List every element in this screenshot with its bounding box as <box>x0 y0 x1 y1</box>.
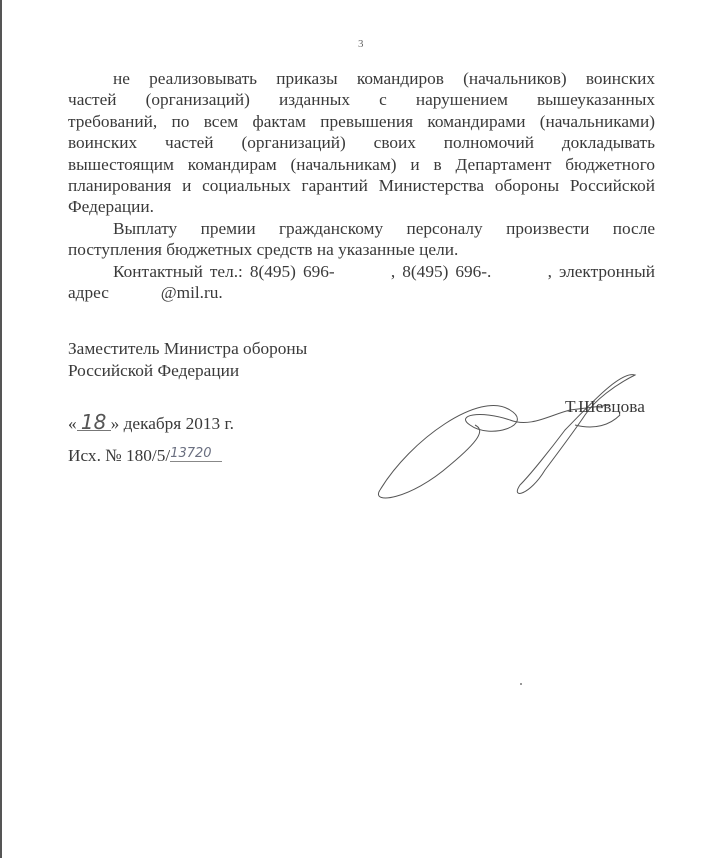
signature-icon <box>370 370 670 510</box>
text-line: требований, по всем фактам превышения командирами (начальниками) <box>68 111 655 131</box>
text-line: вышестоящим командирам (начальникам) и в Департамент бюджетного <box>68 154 655 174</box>
paragraph-orders <box>68 68 655 218</box>
document-date <box>68 410 234 434</box>
text-line: Федерации. <box>68 197 154 217</box>
handwritten-day: 18 <box>77 414 111 431</box>
signatory-title <box>68 338 307 381</box>
reference-prefix: Исх. № 180/5/ <box>68 446 171 465</box>
date-quote: « <box>68 414 77 433</box>
text-line: частей (организаций) изданных с нарушением вышеуказанных <box>68 90 655 110</box>
text-line: планирования и социальных гарантий Министерства обороны Российской <box>68 176 655 196</box>
text-line: не реализовывать приказы командиров (начальников) воинских <box>113 69 655 88</box>
outgoing-reference <box>68 446 222 466</box>
handwritten-reference-number: 13720 <box>170 446 222 462</box>
text-line: Контактный тел.: 8(495) 696- , 8(495) 696-. , электронный <box>113 261 655 281</box>
text-line: адрес @mil.ru. <box>68 283 223 303</box>
signatory-title-line: Заместитель Министра обороны <box>68 339 308 358</box>
scan-speck <box>520 683 522 685</box>
text-line: поступления бюджетных средств на указанные цели. <box>68 240 459 260</box>
document-body <box>68 68 655 303</box>
page-number: 3 <box>358 38 364 50</box>
signatory-title-line: Российской Федерации <box>68 360 240 380</box>
paragraph-contacts <box>68 261 655 304</box>
text-line: воинских частей (организаций) своих полномочий докладывать <box>68 133 655 153</box>
text-line: Выплату премии гражданскому персоналу произвести после <box>113 218 655 238</box>
paragraph-bonus <box>68 218 655 261</box>
signatory-name: Т.Шевцова <box>565 397 645 416</box>
date-text: » декабря 2013 г. <box>110 414 234 433</box>
scan-edge <box>0 0 2 858</box>
